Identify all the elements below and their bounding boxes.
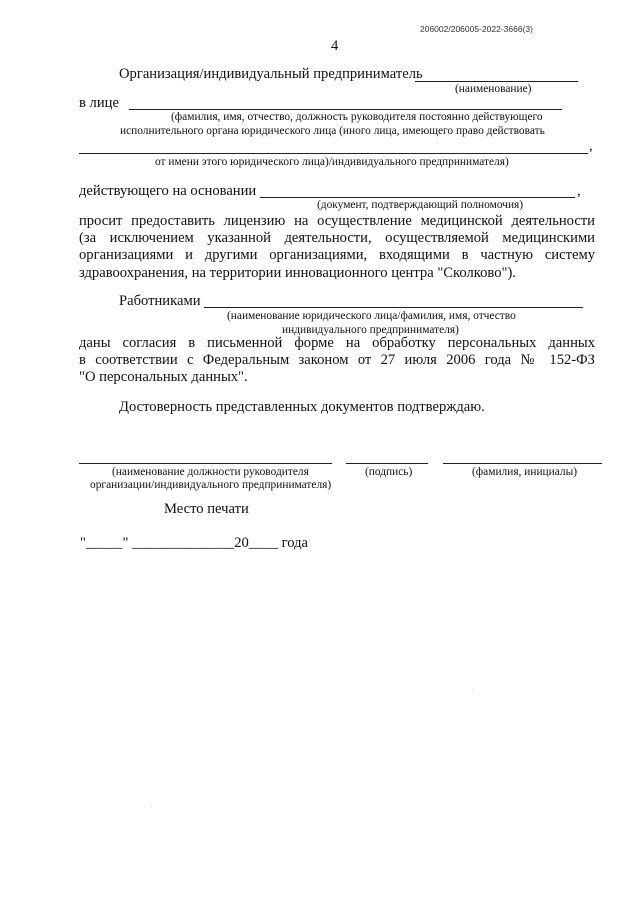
workers-label: Работниками xyxy=(119,293,201,309)
workers-hint-line1: (наименование юридического лица/фамилия, имя, отчество xyxy=(227,310,516,322)
document-code: 206002/206005-2022-3666(3) xyxy=(420,24,533,34)
organization-label: Организация/индивидуальный предприниматель xyxy=(119,66,423,82)
person-hint-line2: исполнительного органа юридического лица (иного лица, имеющего право действовать xyxy=(120,125,545,137)
person-trailing-comma: , xyxy=(589,138,593,154)
request-line-1: просит предоставить лицензию на осуществление медицинской деятельности xyxy=(79,213,595,229)
person-label: в лице xyxy=(79,95,119,111)
organization-hint: (наименование) xyxy=(455,83,532,95)
date-line: "_____" ______________20____ года xyxy=(80,535,309,551)
organization-name-field[interactable] xyxy=(415,81,578,82)
person-name-field[interactable] xyxy=(129,109,562,110)
consent-line-3: "О персональных данных". xyxy=(79,369,248,386)
person-continuation-field[interactable] xyxy=(79,153,588,154)
position-field[interactable] xyxy=(79,463,332,464)
basis-label: действующего на основании xyxy=(79,183,257,199)
basis-trailing-comma: , xyxy=(577,183,581,199)
scan-speck xyxy=(151,806,152,807)
position-hint-line2: организации/индивидуального предпринимателя) xyxy=(90,479,332,491)
stamp-place-label: Место печати xyxy=(164,501,249,517)
confirmation-text: Достоверность представленных документов подтверждаю. xyxy=(119,399,485,415)
position-hint-line1: (наименование должности руководителя xyxy=(112,466,309,478)
person-hint-line1: (фамилия, имя, отчество, должность руководителя постоянно действующего xyxy=(171,111,543,123)
request-line-2: (за исключением указанной деятельности, осуществляемой медицинскими xyxy=(79,230,595,247)
page-number: 4 xyxy=(331,38,339,54)
full-name-hint: (фамилия, инициалы) xyxy=(472,466,578,478)
basis-hint: (документ, подтверждающий полномочия) xyxy=(317,199,524,211)
basis-document-field[interactable] xyxy=(260,197,575,198)
signature-hint: (подпись) xyxy=(365,466,413,478)
request-line-4: здравоохранения, на территории инновационного центра "Сколково"). xyxy=(79,264,516,281)
scan-speck xyxy=(472,690,473,691)
request-paragraph xyxy=(79,213,595,282)
full-name-field[interactable] xyxy=(443,463,602,464)
consent-line-1: даны согласия в письменной форме на обработку персональных данных xyxy=(79,335,595,351)
consent-line-2: в соответствии с Федеральным законом от 27 июля 2006 года № 152-ФЗ xyxy=(79,352,595,369)
person-hint-line3: от имени этого юридического лица)/индивидуального предпринимателя) xyxy=(155,156,509,168)
workers-hint-line2: индивидуального предпринимателя) xyxy=(282,324,459,336)
request-line-3: организациями и другими организациями, входящими в частную систему xyxy=(79,247,595,264)
workers-name-field[interactable] xyxy=(204,307,583,308)
signature-field[interactable] xyxy=(346,463,428,464)
consent-paragraph xyxy=(79,335,595,387)
